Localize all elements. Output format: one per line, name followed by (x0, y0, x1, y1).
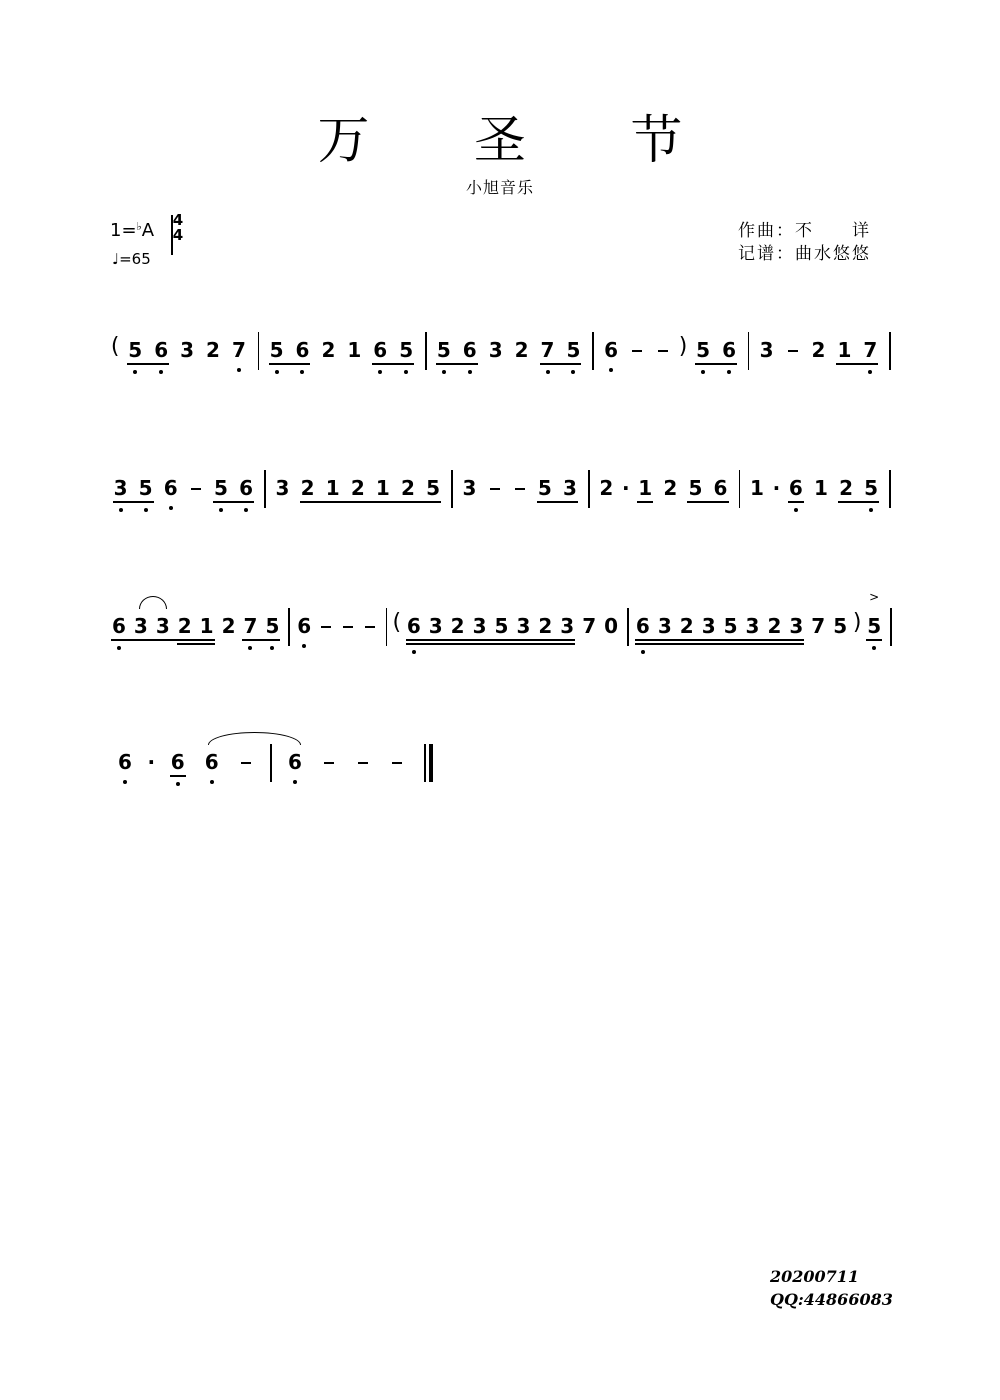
lower-octave-dot (176, 782, 180, 786)
note: 6 (297, 614, 312, 638)
note: 7 (811, 614, 826, 638)
accent-icon: > (869, 590, 880, 604)
beam-underline (687, 501, 728, 503)
beam-underline (406, 643, 575, 645)
sustain-dash (392, 762, 402, 764)
beam-underline (838, 501, 879, 503)
lower-octave-dot (546, 370, 550, 374)
barline (889, 332, 891, 370)
beam-underline (300, 501, 442, 503)
barline (451, 470, 453, 508)
note: 6 (239, 476, 254, 500)
barline (258, 332, 260, 370)
tempo-marking (112, 250, 151, 268)
note: 6 (295, 338, 310, 362)
lower-octave-dot (144, 508, 148, 512)
sustain-dash (343, 626, 353, 628)
note: 5 (128, 338, 143, 362)
score-line (0, 742, 1000, 802)
note: 1 (749, 476, 764, 500)
note: 3 (472, 614, 487, 638)
note: 1 (813, 476, 828, 500)
note: 2 (839, 476, 854, 500)
transcriber-credit: 记谱：曲水悠悠 (738, 244, 871, 264)
time-signature-top: 4 (172, 211, 184, 229)
note: 3 (155, 614, 170, 638)
note: 5 (138, 476, 153, 500)
barline (425, 332, 427, 370)
sustain-dash (324, 762, 334, 764)
note: 6 (373, 338, 388, 362)
lower-octave-dot (378, 370, 382, 374)
barline (386, 608, 388, 646)
note: 2 (350, 476, 365, 500)
note: 6 (604, 338, 619, 362)
key-note: A (141, 220, 155, 241)
note: 0 (604, 614, 619, 638)
key-tonic: 1 (110, 220, 122, 241)
lower-octave-dot (275, 370, 279, 374)
sustain-dash (788, 350, 798, 352)
note: 6 (288, 750, 302, 774)
note: 2 (811, 338, 826, 362)
lower-octave-dot (571, 370, 575, 374)
note: 7 (863, 338, 878, 362)
beam-underline (372, 363, 414, 365)
note: 3 (133, 614, 148, 638)
barline (890, 608, 892, 646)
bracket: ( (392, 610, 402, 635)
note: 5 (833, 614, 848, 638)
note: 2 (321, 338, 336, 362)
augmentation-dot: · (621, 476, 630, 500)
beam-underline (436, 363, 478, 365)
lower-octave-dot (133, 370, 137, 374)
lower-octave-dot (270, 646, 274, 650)
footer (770, 1265, 893, 1311)
augmentation-dot: · (772, 476, 781, 500)
final-barline-thick (429, 744, 433, 782)
score-line (0, 590, 1000, 666)
note: 6 (713, 476, 728, 500)
note: 5 (436, 338, 451, 362)
beam-underline (242, 639, 280, 641)
key-signature (110, 220, 154, 241)
key-equals: = (121, 220, 137, 241)
note: 2 (221, 614, 236, 638)
barline (748, 332, 750, 370)
lower-octave-dot (159, 370, 163, 374)
note: 3 (701, 614, 716, 638)
note: 5 (265, 614, 280, 638)
lower-octave-dot (701, 370, 705, 374)
page-title: 万 圣 节 (317, 111, 727, 171)
lower-octave-dot (169, 506, 173, 510)
note: 5 (867, 614, 882, 638)
note: 5 (399, 338, 414, 362)
note: 3 (488, 338, 503, 362)
beam-underline (113, 501, 154, 503)
bracket: ) (678, 334, 688, 359)
flat-icon: ♭ (136, 220, 142, 233)
lower-octave-dot (641, 650, 645, 654)
lower-octave-dot (869, 508, 873, 512)
bracket: ( (110, 334, 120, 359)
note: 2 (514, 338, 529, 362)
note: 7 (231, 338, 246, 362)
note: 2 (206, 338, 220, 362)
lower-octave-dot (609, 368, 613, 372)
barline (264, 470, 266, 508)
sustain-dash (515, 488, 525, 490)
barline (739, 470, 741, 508)
bracket: ) (852, 610, 862, 635)
lower-octave-dot (244, 508, 248, 512)
lower-octave-dot (219, 508, 223, 512)
note: 2 (450, 614, 465, 638)
credits (738, 220, 871, 266)
note: 6 (635, 614, 650, 638)
tempo-value: =65 (119, 250, 151, 268)
note: 1 (837, 338, 852, 362)
note: 3 (180, 338, 195, 362)
note: 3 (759, 338, 774, 362)
sustain-dash (241, 762, 251, 764)
lower-octave-dot (300, 370, 304, 374)
footer-qq: QQ:44866083 (770, 1290, 893, 1309)
lower-octave-dot (117, 646, 121, 650)
lower-octave-dot (302, 644, 306, 648)
note: 5 (864, 476, 879, 500)
note: 5 (537, 476, 552, 500)
sustain-dash (358, 762, 368, 764)
beam-underline (406, 639, 575, 641)
sustain-dash (191, 488, 201, 490)
note: 1 (347, 338, 362, 362)
note: 6 (170, 750, 185, 774)
sustain-dash (658, 350, 668, 352)
lower-octave-dot (412, 650, 416, 654)
barline (270, 744, 272, 782)
score-line (0, 468, 1000, 528)
tie (208, 732, 301, 745)
lower-octave-dot (442, 370, 446, 374)
note: 2 (663, 476, 678, 500)
note: 5 (213, 476, 228, 500)
note: 3 (462, 476, 477, 500)
note: 6 (163, 476, 178, 500)
note: 6 (154, 338, 169, 362)
sustain-dash (321, 626, 331, 628)
note: 2 (177, 614, 192, 638)
note: 6 (204, 750, 219, 774)
barline (889, 470, 891, 508)
note: 5 (494, 614, 509, 638)
note: 6 (118, 750, 132, 774)
note: 2 (679, 614, 694, 638)
note: 6 (462, 338, 477, 362)
note: 3 (560, 614, 575, 638)
note: 1 (375, 476, 390, 500)
lower-octave-dot (123, 780, 127, 784)
note: 5 (566, 338, 581, 362)
barline (588, 470, 590, 508)
beam-underline (866, 639, 882, 641)
beam-underline (540, 363, 582, 365)
note: 2 (767, 614, 782, 638)
time-signature-bottom: 4 (172, 226, 184, 244)
note: 3 (516, 614, 531, 638)
note: 3 (745, 614, 760, 638)
beam-underline (635, 643, 804, 645)
beam-underline (788, 501, 804, 503)
note: 3 (789, 614, 804, 638)
note: 5 (688, 476, 703, 500)
augmentation-dot: · (147, 750, 156, 774)
note: 5 (426, 476, 441, 500)
beam-underline (111, 639, 215, 641)
note: 6 (722, 338, 736, 362)
quarter-note-icon: ♩ (112, 250, 120, 268)
note: 2 (300, 476, 315, 500)
sustain-dash (632, 350, 642, 352)
note: 6 (111, 614, 126, 638)
score-line (0, 330, 1000, 390)
note: 1 (325, 476, 340, 500)
note: 2 (599, 476, 614, 500)
barline (592, 332, 594, 370)
note: 3 (428, 614, 443, 638)
note: 3 (657, 614, 672, 638)
lower-octave-dot (210, 780, 214, 784)
note: 6 (406, 614, 421, 638)
beam-underline (177, 643, 215, 645)
note: 1 (638, 476, 653, 500)
beam-underline (637, 501, 653, 503)
beam-underline (537, 501, 578, 503)
note: 5 (723, 614, 738, 638)
beam-underline (213, 501, 254, 503)
note: 3 (562, 476, 577, 500)
lower-octave-dot (248, 646, 252, 650)
lower-octave-dot (468, 370, 472, 374)
sustain-dash (490, 488, 500, 490)
note: 1 (199, 614, 214, 638)
beam-underline (695, 363, 737, 365)
subtitle: 小旭音乐 (465, 178, 534, 197)
lower-octave-dot (727, 370, 731, 374)
note: 5 (269, 338, 284, 362)
beam-underline (127, 363, 169, 365)
time-signature-divider (171, 215, 173, 255)
barline (627, 608, 629, 646)
lower-octave-dot (794, 508, 798, 512)
note: 2 (401, 476, 415, 500)
beam-underline (269, 363, 311, 365)
lower-octave-dot (404, 370, 408, 374)
note: 2 (538, 614, 553, 638)
beam-underline (635, 639, 804, 641)
beam-underline (836, 363, 878, 365)
note: 3 (275, 476, 290, 500)
footer-date: 20200711 (770, 1267, 860, 1286)
lower-octave-dot (872, 646, 876, 650)
note: 3 (113, 476, 128, 500)
lower-octave-dot (868, 370, 872, 374)
note: 5 (696, 338, 711, 362)
lower-octave-dot (119, 508, 123, 512)
barline (288, 608, 290, 646)
lower-octave-dot (293, 780, 297, 784)
note: 7 (582, 614, 597, 638)
note: 6 (788, 476, 803, 500)
slur (139, 596, 167, 609)
final-barline (424, 744, 426, 782)
lower-octave-dot (237, 368, 241, 372)
time-signature (170, 213, 186, 243)
note: 7 (540, 338, 555, 362)
sustain-dash (365, 626, 375, 628)
beam-underline (170, 775, 186, 777)
composer-credit: 作曲：不 详 (738, 221, 871, 241)
note: 7 (243, 614, 258, 638)
